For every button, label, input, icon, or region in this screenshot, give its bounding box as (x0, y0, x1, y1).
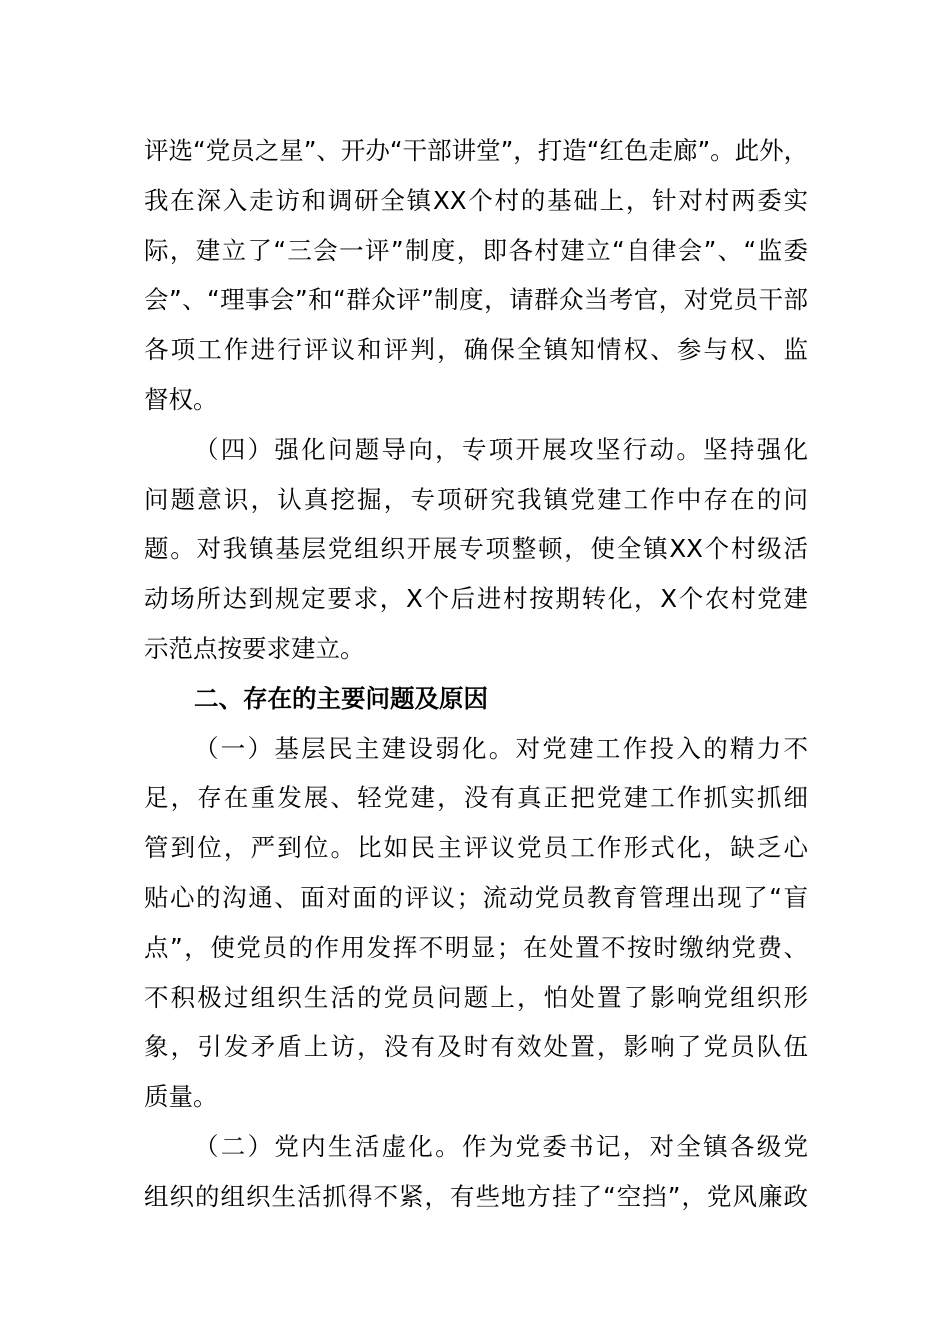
paragraph-line: 题。对我镇基层党组织开展专项整顿，使全镇XX个村级活 (144, 534, 808, 564)
paragraph-line: 点”，使党员的作用发挥不明显；在处置不按时缴纳党费、 (144, 932, 808, 962)
paragraph-line: 问题意识，认真挖掘，专项研究我镇党建工作中存在的问 (144, 484, 808, 514)
section-heading: 二、存在的主要问题及原因 (194, 683, 488, 713)
paragraph-line: 我在深入走访和调研全镇XX个村的基础上，针对村两委实 (144, 185, 808, 215)
paragraph-line: 贴心的沟通、面对面的评议；流动党员教育管理出现了“盲 (144, 882, 808, 912)
paragraph-line: 足，存在重发展、轻党建，没有真正把党建工作抓实抓细 (144, 783, 808, 813)
paragraph-line: 组织的组织生活抓得不紧，有些地方挂了“空挡”，党风廉政 (144, 1181, 808, 1211)
paragraph-line: （二）党内生活虚化。作为党委书记，对全镇各级党 (194, 1131, 808, 1161)
paragraph-line: 象，引发矛盾上访，没有及时有效处置，影响了党员队伍 (144, 1032, 808, 1062)
paragraph-line: （一）基层民主建设弱化。对党建工作投入的精力不 (194, 733, 808, 763)
paragraph-line: 动场所达到规定要求，X个后进村按期转化，X个农村党建 (144, 584, 808, 614)
paragraph-line: 不积极过组织生活的党员问题上，怕处置了影响党组织形 (144, 982, 808, 1012)
paragraph-line: 会”、“理事会”和“群众评”制度，请群众当考官，对党员干部 (144, 285, 808, 315)
paragraph-line: 督权。 (144, 384, 218, 414)
paragraph-line: 管到位，严到位。比如民主评议党员工作形式化，缺乏心 (144, 833, 808, 863)
paragraph-line: 质量。 (144, 1082, 218, 1112)
paragraph-line: （四）强化问题导向，专项开展攻坚行动。坚持强化 (194, 434, 808, 464)
paragraph-line: 际，建立了“三会一评”制度，即各村建立“自律会”、“监委 (144, 235, 808, 265)
document-body (144, 126, 808, 1222)
paragraph-line: 评选“党员之星”、开办“干部讲堂”，打造“红色走廊”。此外， (144, 136, 809, 165)
paragraph-line: 示范点按要求建立。 (144, 633, 365, 663)
paragraph-line: 各项工作进行评议和评判，确保全镇知情权、参与权、监 (144, 335, 808, 365)
